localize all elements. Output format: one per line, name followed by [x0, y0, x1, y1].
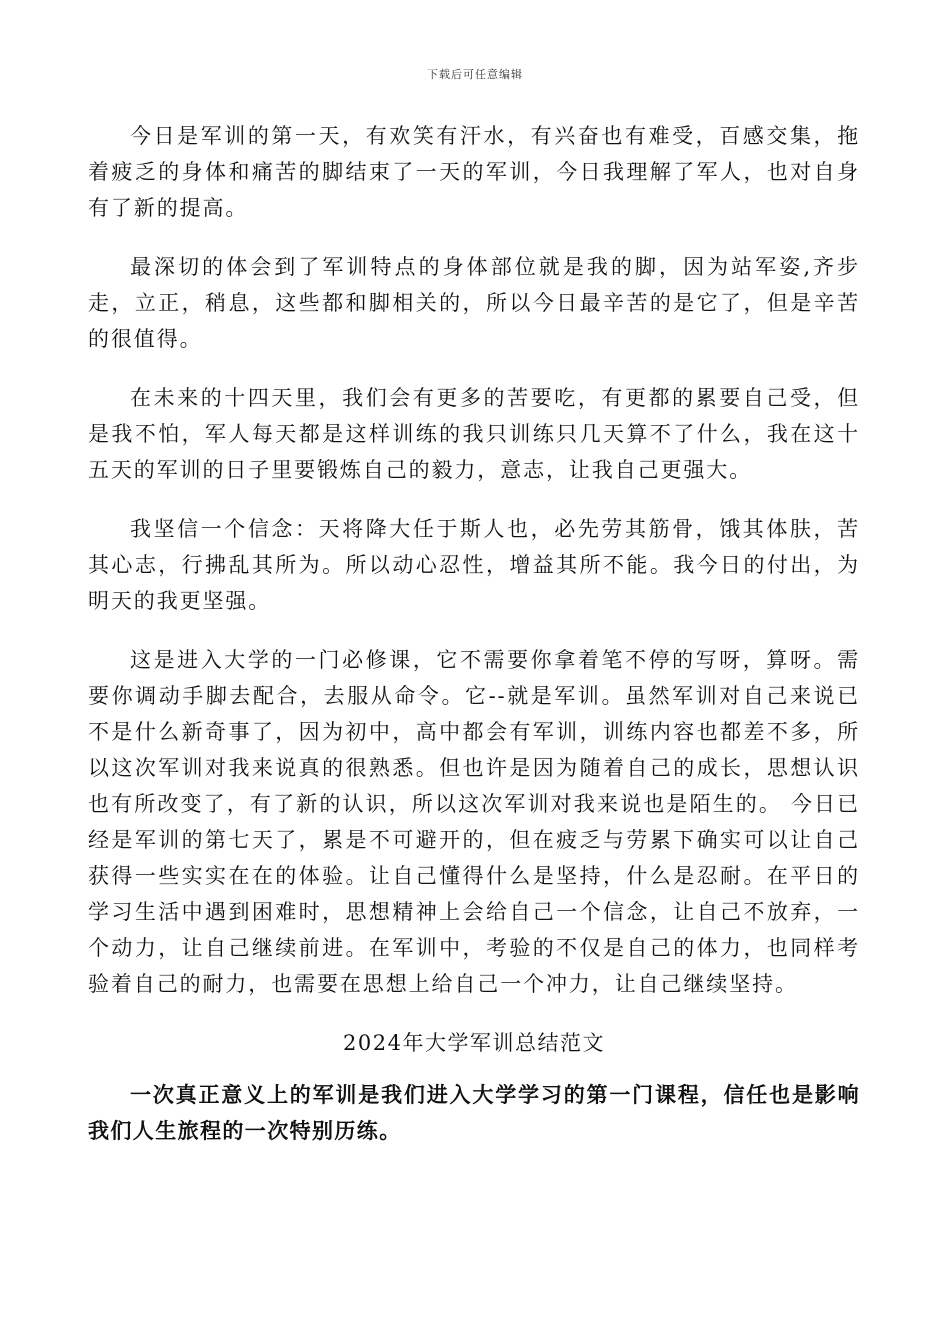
section-title: 2024年大学军训总结范文: [343, 1031, 605, 1055]
document-body: [88, 118, 860, 1172]
page-header-note: 下载后可任意编辑: [427, 68, 523, 81]
paragraph-5: 这是进入大学的一门必修课，它不需要你拿着笔不停的写呀，算呀。需要你调动手脚去配合，去服从命令。它--就是军训。虽然军训对自己来说已不是什么新奇事了，因为初中，高中都会有军训，训练内容也都差不多，所以这次军训对我来说真的很熟悉。但也许是因为随着自己的成长，思想认识也有所改变了，有了新的认识，所以这次军训对我来说也是陌生的。 今日已经是军训的第七天了，累是不可避开的，但在疲乏与劳累下确实可以让自己获得一些实实在在的体验。让自己懂得什么是坚持，什么是忍耐。在平日的学习生活中遇到困难时，思想精神上会给自己一个信念，让自己不放弃，一个动力，让自己继续前进。在军训中，考验的不仅是自己的体力，也同样考验着自己的耐力，也需要在思想上给自己一个冲力，让自己继续坚持。: [88, 648, 860, 996]
paragraph-1: 今日是军训的第一天，有欢笑有汗水，有兴奋也有难受，百感交集，拖着疲乏的身体和痛苦的脚结束了一天的军训，今日我理解了军人，也对自身有了新的提高。: [88, 124, 860, 220]
paragraph-3: 在未来的十四天里，我们会有更多的苦要吃，有更都的累要自己受，但是我不怕，军人每天都是这样训练的我只训练只几天算不了什么，我在这十五天的军训的日子里要锻炼自己的毅力，意志，让我自己更强大。: [88, 386, 860, 482]
paragraph-2: 最深切的体会到了军训特点的身体部位就是我的脚，因为站军姿,齐步走，立正，稍息，这些都和脚相关的，所以今日最辛苦的是它了，但是辛苦的很值得。: [88, 255, 860, 351]
section-lead-paragraph: 一次真正意义上的军训是我们进入大学学习的第一门课程，信任也是影响我们人生旅程的一次特别历练。: [88, 1082, 860, 1143]
paragraph-4: 我坚信一个信念：天将降大任于斯人也，必先劳其筋骨，饿其体肤，苦其心志，行拂乱其所为。所以动心忍性，增益其所不能。我今日的付出，为明天的我更坚强。: [88, 517, 860, 613]
